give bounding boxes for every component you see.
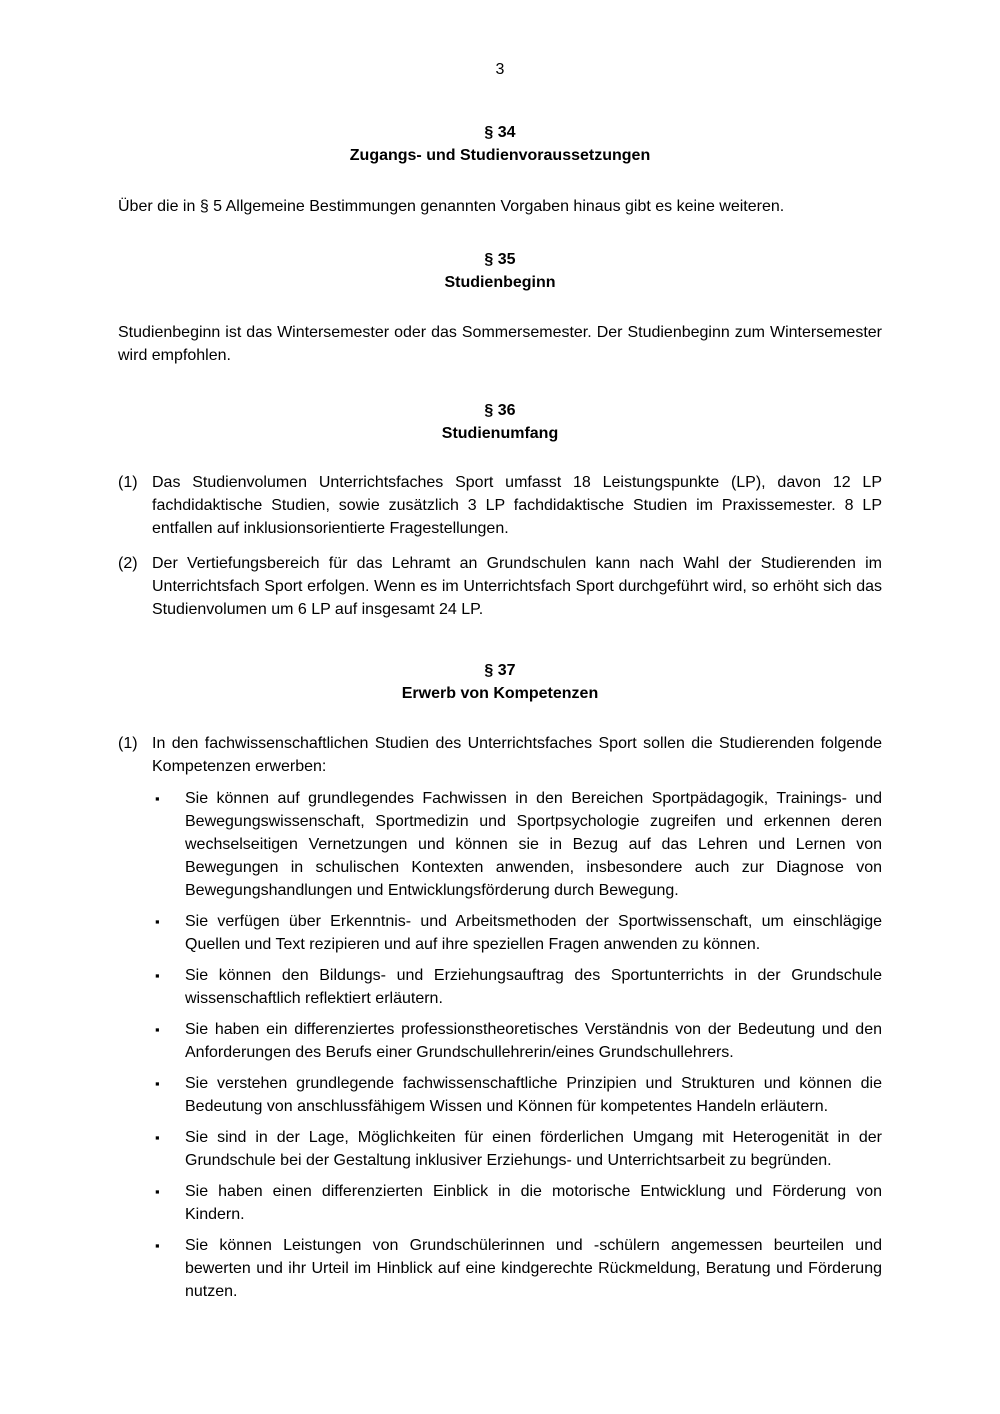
paragraph: Studienbeginn ist das Wintersemester oder das Sommersemester. Der Studienbeginn zum Wintersemester wird empfohlen. <box>118 324 882 364</box>
section-title: Zugangs- und Studienvoraussetzungen <box>349 147 651 164</box>
section-title: Erwerb von Kompetenzen <box>401 685 599 702</box>
section-heading <box>118 248 882 294</box>
item-text: Der Vertiefungsbereich für das Lehramt an Grundschulen kann nach Wahl der Studierenden im Unterrichtsfach Sport erfolgen. Wenn es im Unterrichtsfach Sport durchgeführt wird, so erhöht sich das Studienvolumen um 6 LP auf insgesamt 24 LP. <box>152 555 882 618</box>
bullet-square-icon: ▪ <box>155 1022 160 1037</box>
bullet-item <box>155 1072 882 1118</box>
bullet-square-icon: ▪ <box>155 1184 160 1199</box>
section-number: § 37 <box>484 662 516 679</box>
bullet-list <box>155 787 882 1303</box>
bullet-text: Sie sind in der Lage, Möglichkeiten für einen förderlichen Umgang mit Heterogenität in der Grundschule bei der Gestaltung inklusiver Erziehungs- und Unterrichtsarbeit zu begründen. <box>185 1129 882 1169</box>
bullet-text: Sie können den Bildungs- und Erziehungsauftrag des Sportunterrichts in der Grundschule wissenschaftlich reflektiert erläutern. <box>185 967 882 1007</box>
bullet-text: Sie haben ein differenziertes professionstheoretisches Verständnis von der Bedeutung und den Anforderungen des Berufs einer Grundschullehrerin/eines Grundschullehrers. <box>185 1021 882 1061</box>
bullet-text: Sie verstehen grundlegende fachwissenschaftliche Prinzipien und Strukturen und können die Bedeutung von anschlussfähigem Wissen und Können für kompetentes Handeln erläutern. <box>185 1075 882 1115</box>
item-number: (1) <box>118 474 138 491</box>
bullet-item <box>155 1234 882 1303</box>
section-35 <box>118 248 882 367</box>
bullet-item <box>155 1126 882 1172</box>
section-heading <box>118 121 882 167</box>
item-text: In den fachwissenschaftlichen Studien des Unterrichtsfaches Sport sollen die Studierenden folgende Kompetenzen erwerben: <box>152 735 882 775</box>
bullet-item <box>155 964 882 1010</box>
section-heading <box>118 399 882 445</box>
paragraph: Über die in § 5 Allgemeine Bestimmungen genannten Vorgaben hinaus gibt es keine weiteren. <box>118 198 785 215</box>
item-number: (2) <box>118 555 138 572</box>
bullet-text: Sie haben einen differenzierten Einblick in die motorische Entwicklung und Förderung von Kindern. <box>185 1183 882 1223</box>
section-36 <box>118 399 882 621</box>
section-34 <box>118 121 882 218</box>
item-text: Das Studienvolumen Unterrichtsfaches Sport umfasst 18 Leistungspunkte (LP), davon 12 LP fachdidaktische Studien, sowie zusätzlich 3 LP fachdidaktische Studien im Praxissemester. 8 LP entfallen auf inklusionsorientierte Fragestellungen. <box>152 474 882 537</box>
bullet-item <box>155 910 882 956</box>
section-37 <box>118 659 882 1303</box>
bullet-text: Sie verfügen über Erkenntnis- und Arbeitsmethoden der Sportwissenschaft, um einschlägige Quellen und Text rezipieren und auf ihre speziellen Fragen anwenden zu können. <box>185 913 882 953</box>
bullet-square-icon: ▪ <box>155 1076 160 1091</box>
section-heading <box>118 659 882 705</box>
bullet-text: Sie können auf grundlegendes Fachwissen in den Bereichen Sportpädagogik, Trainings- und Bewegungswissenschaft, Sportmedizin und Sportpsychologie zugreifen und erkennen deren wechselseitigen Vernetzungen und können sie in Bezug auf das Lehren und Lernen von Bewegungen in schulischen Kontexten anwenden, insbesondere auch zur Diagnose von Bewegungshandlungen und Entwicklungsförderung durch Bewegung. <box>185 790 882 899</box>
numbered-item <box>118 732 882 778</box>
item-number: (1) <box>118 735 138 752</box>
bullet-square-icon: ▪ <box>155 1130 160 1145</box>
bullet-text: Sie können Leistungen von Grundschülerinnen und -schülern angemessen beurteilen und bewerten und ihr Urteil im Hinblick auf eine kindgerechte Rückmeldung, Beratung und Förderung nutzen. <box>185 1237 882 1300</box>
bullet-square-icon: ▪ <box>155 1238 160 1253</box>
bullet-item <box>155 1018 882 1064</box>
page-number: 3 <box>495 61 505 78</box>
section-title: Studienbeginn <box>444 274 556 291</box>
bullet-square-icon: ▪ <box>155 968 160 983</box>
bullet-square-icon: ▪ <box>155 914 160 929</box>
bullet-square-icon: ▪ <box>155 791 160 806</box>
section-number: § 34 <box>484 124 516 141</box>
section-title: Studienumfang <box>441 425 559 442</box>
section-number: § 35 <box>484 251 516 268</box>
bullet-item <box>155 1180 882 1226</box>
numbered-item <box>118 552 882 621</box>
numbered-item <box>118 471 882 540</box>
section-number: § 36 <box>484 402 516 419</box>
bullet-item <box>155 787 882 902</box>
